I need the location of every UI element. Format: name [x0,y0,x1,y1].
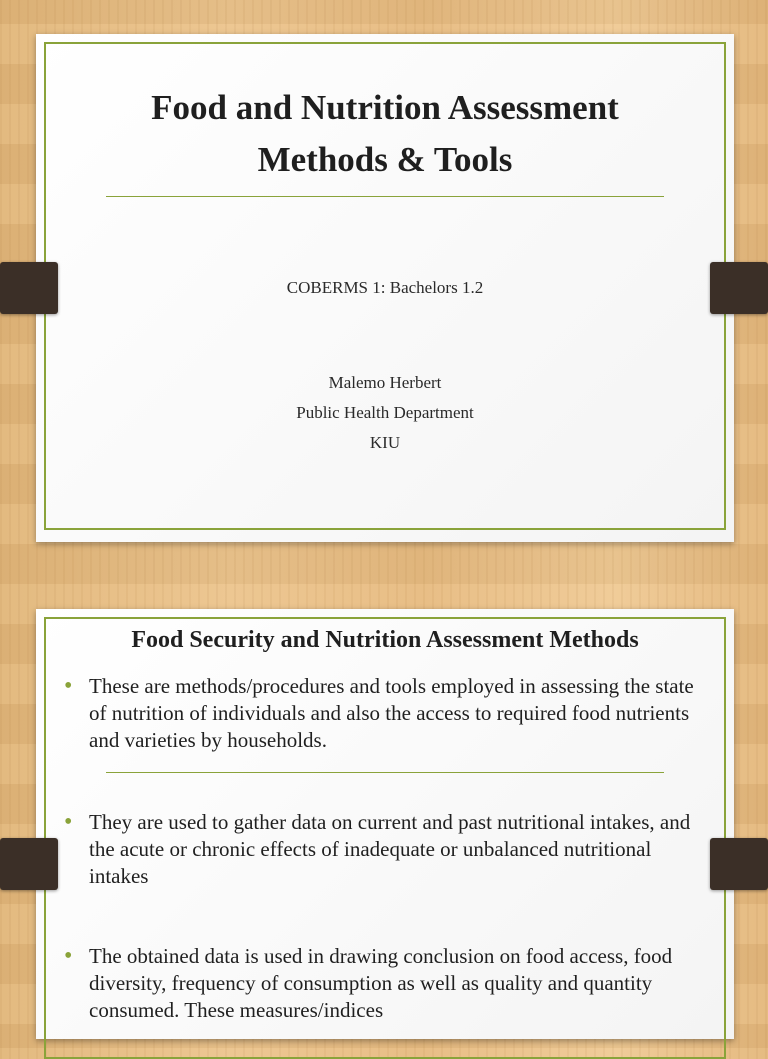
title-divider [106,196,664,197]
bullet-icon: • [64,809,73,835]
bullet-icon: • [64,943,73,969]
bullet-icon: • [64,673,73,699]
title-line-1: Food and Nutrition Assessment [151,88,619,127]
slide-title [96,82,674,186]
bullet-item [64,673,704,754]
bullet-item [64,943,704,1024]
institution-name: KIU [369,433,401,452]
title-slide [36,34,734,542]
bullet-item [64,809,704,890]
author-block [36,368,734,458]
title-line-2: Methods & Tools [257,140,513,179]
course-subtitle: COBERMS 1: Bachelors 1.2 [286,278,484,297]
bullet-divider [106,772,664,773]
bullet-text: They are used to gather data on current and past nutritional intakes, and the acute or chronic effects of inadequate or unbalanced nutritional intakes [89,810,691,888]
binder-tab-left [0,262,58,314]
binder-tab-left [0,838,58,890]
binder-tab-right [710,262,768,314]
binder-tab-right [710,838,768,890]
bullet-text: These are methods/procedures and tools employed in assessing the state of nutrition of individuals and also the access to required food nutrients and varieties by households. [89,674,694,752]
slide-heading: Food Security and Nutrition Assessment Methods [131,627,639,653]
author-name: Malemo Herbert [328,373,442,392]
bullet-text: The obtained data is used in drawing conclusion on food access, food diversity, frequency of consumption as well as quality and quantity consumed. These measures/indices [89,944,673,1022]
content-slide [36,609,734,1039]
department-name: Public Health Department [296,403,474,422]
